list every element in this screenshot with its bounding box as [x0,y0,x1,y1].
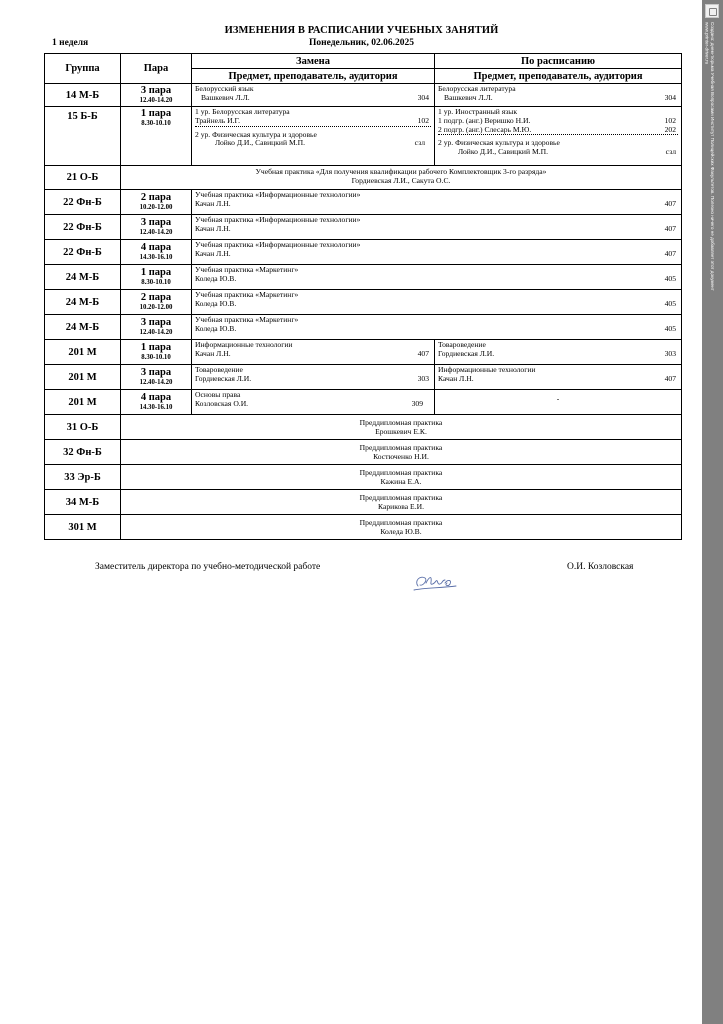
merged-cell [192,290,682,315]
pair-time: 14.30-16.10 [139,253,173,261]
teacher-room-line [195,250,678,259]
room-text: сзл [414,138,425,148]
teacher-text: Гордиевская Л.И., Сакута О.С. [351,176,451,185]
pair-cell [121,190,192,215]
printer-logo-icon [705,4,719,18]
group-cell: 34 М-Б [45,490,121,515]
subject-text: Белорусский язык [195,84,254,93]
merged-cell [192,265,682,290]
pair-cell [121,107,192,166]
room-text: 202 [664,124,676,134]
group-cell: 21 О-Б [45,166,121,190]
table-header-row [45,54,682,69]
group-cell: 32 Фн-Б [45,440,121,465]
merged-cell [121,515,682,540]
subject-text: Учебная практика «Информационные технологии» [195,215,361,224]
pair-cell [121,215,192,240]
group-cell: 24 М-Б [45,265,121,290]
pair-number: 2 пара [140,191,172,203]
teacher-room-line [195,375,431,384]
group-cell: 22 Фн-Б [45,215,121,240]
subject-text: Учебная практика «Информационные технологии» [195,190,361,199]
pair-cell [121,315,192,340]
teacher-text: Коледа Ю.В. [380,527,422,536]
header-scheduled-sub: Предмет, преподаватель, аудитория [435,69,682,84]
room-text: 407 [664,373,676,383]
teacher-room-line [438,375,678,384]
pair-time: 8.30-10.10 [141,278,171,286]
room-text: сзл [665,147,676,157]
pair-number: 4 пара [140,391,172,403]
pair-number: 3 пара [140,316,172,328]
room-text: 309 [411,398,423,408]
teacher-text: Качан Л.Н. [438,373,474,383]
subject-text: Белорусская литература [438,84,516,93]
pair-time: 10.20-12.00 [139,203,173,211]
table-row [45,107,682,166]
pair-cell [121,84,192,107]
table-row [45,390,682,415]
practice-text: Преддипломная практика [359,418,443,427]
merged-cell [192,315,682,340]
subject-text: Информационные технологии [438,365,536,374]
teacher-text: Качан Л.Н. [195,248,231,258]
subject-text: Товароведение [438,340,486,349]
teacher-text: Лойко Д.И., Савицкий М.П. [458,147,548,157]
room-text: 102 [664,115,676,125]
subject-text: 1 ур. Белорусская литература [195,107,290,116]
room-text: 304 [664,92,676,102]
teacher-text: Коледа Ю.В. [195,273,237,283]
pair-cell [121,290,192,315]
table-row [45,240,682,265]
teacher-room-line [195,400,431,409]
header-scheduled: По расписанию [435,54,682,69]
teacher-room-line [195,225,678,234]
pair-number: 1 пара [140,341,172,353]
teacher-text: Качан Л.Н. [195,348,231,358]
replacement-cell [192,365,435,390]
room-text: 405 [664,298,676,308]
subject-text: Учебная практика «Маркетинг» [195,265,299,274]
pair-time: 8.30-10.10 [141,353,171,361]
teacher-text: Козловская О.И. [195,398,249,408]
teacher-text: Коледа Ю.В. [195,323,237,333]
pair-time: 12.40-14.20 [139,228,173,236]
signatory-name: О.И. Козловская [567,562,634,572]
pair-number: 1 пара [140,266,172,278]
pair-cell [121,365,192,390]
replacement-cell [192,84,435,107]
practice-text: Преддипломная практика [359,443,443,452]
teacher-room-line [195,275,678,284]
practice-text: Преддипломная практика [359,468,443,477]
merged-cell [192,240,682,265]
schedule-table [44,53,682,540]
table-row [45,415,682,440]
pair-number: 3 пара [140,366,172,378]
teacher-room-line [195,200,678,209]
teacher-text: 2 подгр. (анг.) Слесарь М.Ю. [438,124,532,134]
table-row [45,490,682,515]
room-text: 405 [664,273,676,283]
watermark-text [704,22,715,291]
practice-text: Преддипломная практика [359,518,443,527]
pair-time: 12.40-14.20 [139,328,173,336]
teacher-room-line [438,148,678,157]
table-row [45,340,682,365]
room-text: 102 [417,115,429,125]
scheduled-cell [435,365,682,390]
merged-cell [121,440,682,465]
group-cell: 15 Б-Б [45,107,121,166]
subject-text: Товароведение [195,365,243,374]
date-label: Понедельник, 02.06.2025 [308,38,414,48]
teacher-room-line [195,94,431,103]
scheduled-cell [435,107,682,166]
group-cell: 24 М-Б [45,290,121,315]
table-row [45,166,682,190]
pair-cell [121,265,192,290]
pair-time: 14.30-16.10 [139,403,173,411]
subject-text: Учебная практика «Информационные технологии» [195,240,361,249]
merged-cell [192,215,682,240]
merged-cell [192,190,682,215]
teacher-room-line [195,117,431,127]
merged-cell [121,415,682,440]
header-group: Группа [45,54,121,84]
teacher-text: Качан Л.Н. [195,223,231,233]
subject-text: 2 ур. Физическая культура и здоровье [438,138,560,148]
group-cell: 201 М [45,365,121,390]
pair-cell [121,340,192,365]
merged-cell [121,465,682,490]
room-text: 303 [664,348,676,358]
pair-time: 12.40-14.20 [139,96,173,104]
teacher-text: 1 подгр. (анг.) Веришко Н.И. [438,115,531,125]
watermark-line: Создано: днем-тюрьма Учебная Вопросами Институт Полицейских Факультетов. Полезно ничего не добавляет этот документ [710,22,715,291]
subject-text: Основы права [195,390,241,399]
teacher-text: Качан Л.Н. [195,198,231,208]
room-text: 303 [417,373,429,383]
teacher-text: Гордиевская Л.И. [438,348,495,358]
table-row [45,465,682,490]
group-cell: 22 Фн-Б [45,190,121,215]
pair-number: 4 пара [140,241,172,253]
teacher-text: Костюченко Н.И. [373,452,429,461]
room-text: 407 [664,248,676,258]
table-row [45,190,682,215]
table-row [45,365,682,390]
replacement-cell [192,107,435,166]
replacement-cell [192,390,435,415]
subject-text: Информационные технологии [195,340,293,349]
group-cell: 14 М-Б [45,84,121,107]
pair-number: 2 пара [140,291,172,303]
pair-number: 1 пара [140,108,172,119]
merged-cell [121,490,682,515]
teacher-text: Коледа Ю.В. [195,298,237,308]
teacher-text: Трайнель И.Г. [195,115,240,125]
table-row [45,440,682,465]
table-row [45,315,682,340]
scheduled-cell [435,84,682,107]
scheduled-cell: - [435,390,682,415]
group-cell: 33 Эр-Б [45,465,121,490]
room-text: 405 [664,323,676,333]
group-cell: 201 М [45,390,121,415]
teacher-text: Гордиевская Л.И. [195,373,252,383]
pair-time: 10.20-12.00 [139,303,173,311]
teacher-room-line [438,350,678,359]
week-label: 1 неделя [52,38,89,48]
replacement-cell [192,340,435,365]
teacher-room-line [195,325,678,334]
subject-text: Учебная практика «Маркетинг» [195,290,299,299]
subject-text: Учебная практика «Маркетинг» [195,315,299,324]
teacher-text: Вашкевич Л.Л. [201,92,250,102]
teacher-text: Кажина Е.А. [380,477,422,486]
group-cell: 24 М-Б [45,315,121,340]
group-cell: 301 М [45,515,121,540]
watermark-strip [702,0,723,1024]
room-text: 407 [664,198,676,208]
header-replacement: Замена [192,54,435,69]
table-row [45,515,682,540]
teacher-room-line [195,350,431,359]
document-title: ИЗМЕНЕНИЯ В РАСПИСАНИИ УЧЕБНЫХ ЗАНЯТИЙ [224,25,499,36]
subgroup-line [438,126,678,136]
table-row [45,84,682,107]
table-row [45,290,682,315]
header-pair: Пара [121,54,192,84]
practice-text: Преддипломная практика [359,493,443,502]
watermark-line: www.printer-driver.ru [704,22,710,65]
practice-text: Учебная практика «Для получения квалификации рабочего Комплектовщик 3-го разряда» [255,167,547,176]
subject-text: 2 ур. Физическая культура и здоровье [195,129,317,139]
merged-cell [121,166,682,190]
scheduled-cell [435,340,682,365]
header-replacement-sub: Предмет, преподаватель, аудитория [192,69,435,84]
teacher-room-line [195,300,678,309]
teacher-text: Вашкевич Л.Л. [444,92,493,102]
pair-cell [121,240,192,265]
group-cell: 201 М [45,340,121,365]
room-text: 304 [417,92,429,102]
teacher-text: Ерошкевич Е.К. [375,427,427,436]
teacher-room-line [438,94,678,103]
pair-number: 3 пара [140,216,172,228]
signatory-role: Заместитель директора по учебно-методической работе [95,562,321,572]
signature-icon [412,571,462,593]
subject-text: 1 ур. Иностранный язык [438,107,518,116]
pair-time: 8.30-10.10 [141,120,171,127]
teacher-room-line [195,139,431,148]
group-cell: 31 О-Б [45,415,121,440]
room-text: 407 [664,223,676,233]
teacher-text: Карикова Е.И. [378,502,424,511]
teacher-text: Лойко Д.И., Савицкий М.П. [215,138,305,148]
table-row [45,265,682,290]
pair-time: 12.40-14.20 [139,378,173,386]
pair-number: 3 пара [140,84,172,96]
room-text: 407 [417,348,429,358]
group-cell: 22 Фн-Б [45,240,121,265]
table-row [45,215,682,240]
pair-cell [121,390,192,415]
